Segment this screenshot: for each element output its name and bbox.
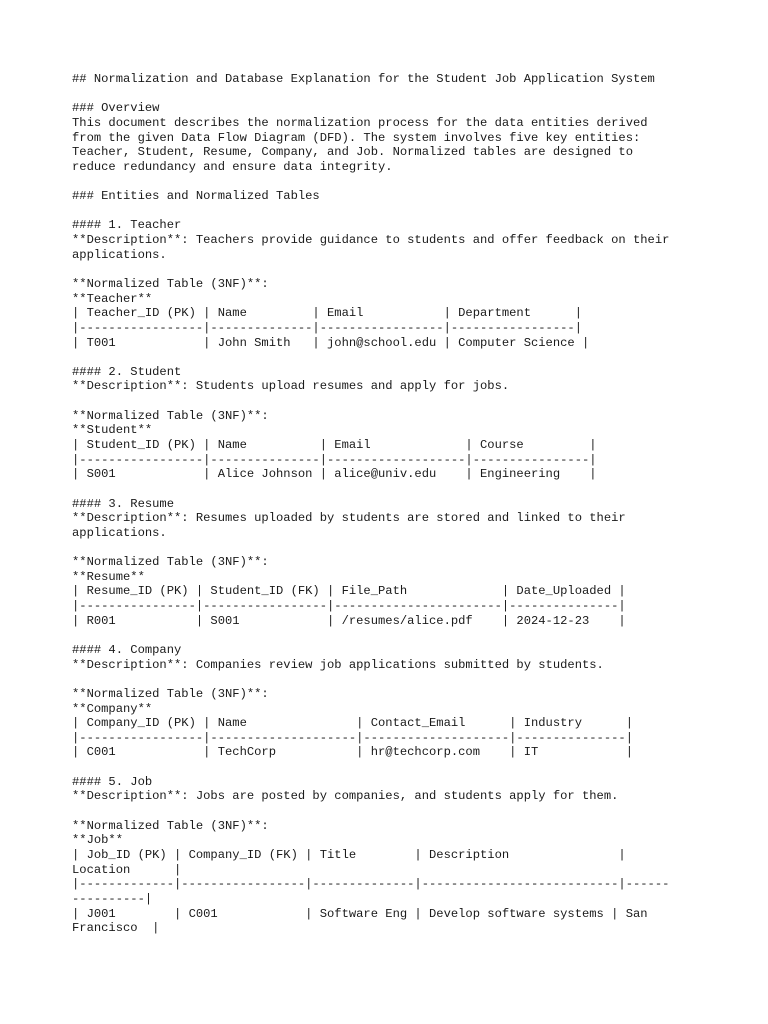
blank-line (72, 628, 712, 643)
resume-table-separator: |----------------|-----------------|-----------------------|---------------| (72, 599, 626, 614)
company-table-label: **Normalized Table (3NF)**: (72, 686, 269, 701)
job-table-label: **Normalized Table (3NF)**: (72, 818, 269, 833)
company-table-row: | C001 | TechCorp | hr@techcorp.com | IT | (72, 745, 633, 760)
resume-description: applications. (72, 525, 167, 540)
student-table-separator: |-----------------|---------------|-------------------|----------------| (72, 452, 597, 467)
resume-table-name: **Resume** (72, 569, 145, 584)
overview-text: reduce redundancy and ensure data integrity. (72, 159, 393, 174)
blank-line (72, 760, 712, 775)
job-table-separator-wrap: ----------| (72, 891, 153, 906)
company-table-name: **Company** (72, 701, 153, 716)
blank-line (72, 672, 712, 687)
company-description: **Description**: Companies review job applications submitted by students. (72, 657, 604, 672)
resume-table-row: | R001 | S001 | /resumes/alice.pdf | 2024-12-23 | (72, 613, 626, 628)
entities-heading: ### Entities and Normalized Tables (72, 189, 320, 204)
teacher-heading: #### 1. Teacher (72, 218, 182, 233)
blank-line (72, 804, 712, 819)
overview-text: This document describes the normalization process for the data entities derived (72, 115, 648, 130)
teacher-table-row: | T001 | John Smith | john@school.edu | Computer Science | (72, 335, 590, 350)
company-heading: #### 4. Company (72, 642, 182, 657)
blank-line (72, 482, 712, 497)
teacher-description: **Description**: Teachers provide guidance to students and offer feedback on their (72, 233, 670, 248)
student-table-header: | Student_ID (PK) | Name | Email | Course | (72, 438, 597, 453)
job-table-row-wrap: Francisco | (72, 921, 160, 936)
overview-heading: ### Overview (72, 101, 160, 116)
student-description: **Description**: Students upload resumes and apply for jobs. (72, 379, 510, 394)
blank-line (72, 394, 712, 409)
doc-title: ## Normalization and Database Explanation for the Student Job Application System (72, 72, 655, 86)
student-table-label: **Normalized Table (3NF)**: (72, 408, 269, 423)
job-table-header: | Job_ID (PK) | Company_ID (FK) | Title | Description | (72, 847, 626, 862)
resume-table-label: **Normalized Table (3NF)**: (72, 555, 269, 570)
blank-line (72, 262, 712, 277)
document-body (72, 72, 712, 936)
student-table-row: | S001 | Alice Johnson | alice@univ.edu | Engineering | (72, 467, 597, 482)
teacher-description: applications. (72, 247, 167, 262)
job-table-header-wrap: Location | (72, 862, 182, 877)
teacher-table-header: | Teacher_ID (PK) | Name | Email | Department | (72, 306, 582, 321)
job-table-row: | J001 | C001 | Software Eng | Develop software systems | San (72, 906, 648, 921)
student-heading: #### 2. Student (72, 364, 182, 379)
job-table-separator: |-------------|-----------------|--------------|---------------------------|------ (72, 877, 670, 892)
company-table-header: | Company_ID (PK) | Name | Contact_Email | Industry | (72, 716, 633, 731)
resume-heading: #### 3. Resume (72, 496, 174, 511)
blank-line (72, 204, 712, 219)
blank-line (72, 174, 712, 189)
resume-description: **Description**: Resumes uploaded by students are stored and linked to their (72, 511, 626, 526)
teacher-table-name: **Teacher** (72, 291, 153, 306)
teacher-table-separator: |-----------------|--------------|-----------------|-----------------| (72, 320, 582, 335)
blank-line (72, 350, 712, 365)
company-table-separator: |-----------------|--------------------|--------------------|---------------| (72, 730, 633, 745)
job-heading: #### 5. Job (72, 774, 153, 789)
resume-table-header: | Resume_ID (PK) | Student_ID (FK) | File_Path | Date_Uploaded | (72, 584, 626, 599)
blank-line (72, 87, 712, 102)
overview-text: Teacher, Student, Resume, Company, and Job. Normalized tables are designed to (72, 145, 633, 160)
overview-text: from the given Data Flow Diagram (DFD). The system involves five key entities: (72, 130, 641, 145)
job-description: **Description**: Jobs are posted by companies, and students apply for them. (72, 789, 619, 804)
student-table-name: **Student** (72, 423, 153, 438)
job-table-name: **Job** (72, 833, 123, 848)
blank-line (72, 541, 712, 556)
teacher-table-label: **Normalized Table (3NF)**: (72, 276, 269, 291)
